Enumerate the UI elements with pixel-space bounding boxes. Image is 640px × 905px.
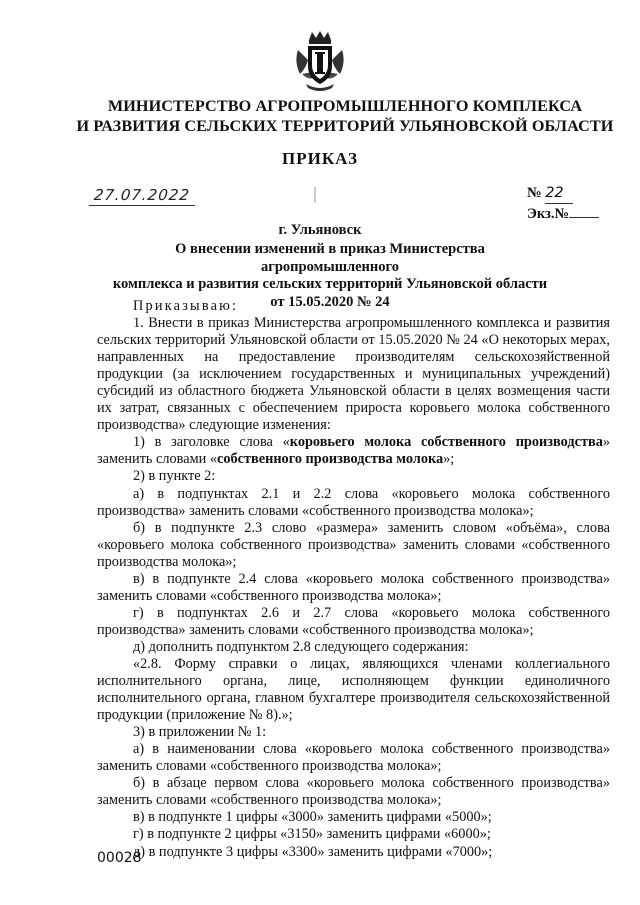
text-segment: » заменить словами «	[97, 434, 610, 468]
document-number-block	[527, 183, 599, 224]
paragraph-app-v: в) в подпункте 1 цифры «3000» заменить цифрами «5000»;	[133, 809, 492, 826]
paragraph-title-change	[97, 434, 610, 468]
text-segment: 1) в заголовке слова «	[133, 434, 290, 451]
number-label: №	[527, 185, 542, 201]
bold-segment: коровьего молока собственного производства	[289, 434, 603, 451]
text-segment: »;	[443, 451, 455, 468]
paragraph-app-g: г) в подпункте 2 цифры «3150» заменить цифрами «6000»;	[133, 826, 491, 843]
subject-line2: комплекса и развития сельских территорий Ульяновской области	[112, 276, 548, 292]
paragraph-sub-v: в) в подпункте 2.4 слова «коровьего молока собственного производства» заменить словами «собственного производства молока»;	[97, 570, 610, 604]
page-code: 00028	[97, 850, 142, 866]
paragraph-appendix-1: 3) в приложении № 1:	[133, 724, 267, 741]
subject-line3: от 15.05.2020 № 24	[270, 293, 390, 310]
paragraph-sub-a: а) в подпунктах 2.1 и 2.2 слова «коровьего молока собственного производства» заменить словами «собственного производства молока»;	[97, 485, 610, 519]
bold-segment: собственного производства молока	[217, 451, 444, 468]
paragraph-1: 1. Внести в приказ Министерства агропромышленного комплекса и развития сельских территорий Ульяновской области от 15.05.2020 № 24 «О некоторых мерах, направленных на предоставление производителям сельскохозяйственной продукции (за исключением государственных и муниципальных учреждений) субсидий из областного бюджета Ульяновской области в целях возмещения части их затрат, связанных с обеспечением прироста коровьего молока собственного производства» следующие изменения:	[97, 315, 610, 434]
document-type-title: ПРИКАЗ	[282, 149, 358, 168]
copy-label: Экз.№	[527, 206, 570, 222]
paragraph-quote-2-8: «2.8. Форму справки о лицах, являющихся членами коллегиального исполнительного органа, лице, исполняющем функции единоличного исполнительного органа, главном бухгалтере производителя сельскохозяйственной продукции (приложение № 8).»;	[97, 655, 610, 724]
paragraph-point-2: 2) в пункте 2:	[133, 468, 216, 485]
coat-of-arms-icon	[292, 30, 348, 92]
order-body	[97, 298, 610, 861]
subject-line1: О внесении изменений в приказ Министерства агропромышленного	[175, 241, 485, 275]
paragraph-app-a: а) в наименовании слова «коровьего молока собственного производства» заменить словами «собственного производства молока»;	[97, 741, 610, 775]
handwritten-date: 27.07.2022	[93, 186, 191, 204]
paragraph-app-b: б) в абзаце первом слова «коровьего молока собственного производства» заменить словами «собственного производства молока»;	[97, 775, 610, 809]
copy-number-blank	[569, 217, 599, 218]
paragraph-sub-b: б) в подпункте 2.3 слово «размера» заменить словом «объёма», слова «коровьего молока собственного производства» заменить словами «собственного производства молока»;	[97, 519, 610, 570]
ministry-name-line1: МИНИСТЕРСТВО АГРОПРОМЫШЛЕННОГО КОМПЛЕКСА	[107, 97, 583, 115]
order-word: Приказываю:	[133, 298, 239, 314]
paragraph-sub-d: д) дополнить подпунктом 2.8 следующего содержания:	[133, 638, 469, 655]
paragraph-sub-g: г) в подпунктах 2.6 и 2.7 слова «коровьего молока собственного производства» заменить словами «собственного производства молока»;	[97, 604, 610, 638]
paragraph-app-d: д) в подпункте 3 цифры «3300» заменить цифрами «7000»;	[133, 843, 493, 860]
handwritten-number: 22	[545, 183, 573, 204]
city-line: г. Ульяновск	[278, 222, 362, 238]
ministry-name	[60, 96, 630, 136]
scan-mark	[314, 187, 316, 203]
ministry-name-line2: И РАЗВИТИЯ СЕЛЬСКИХ ТЕРРИТОРИЙ УЛЬЯНОВСКОЙ ОБЛАСТИ	[76, 117, 614, 135]
